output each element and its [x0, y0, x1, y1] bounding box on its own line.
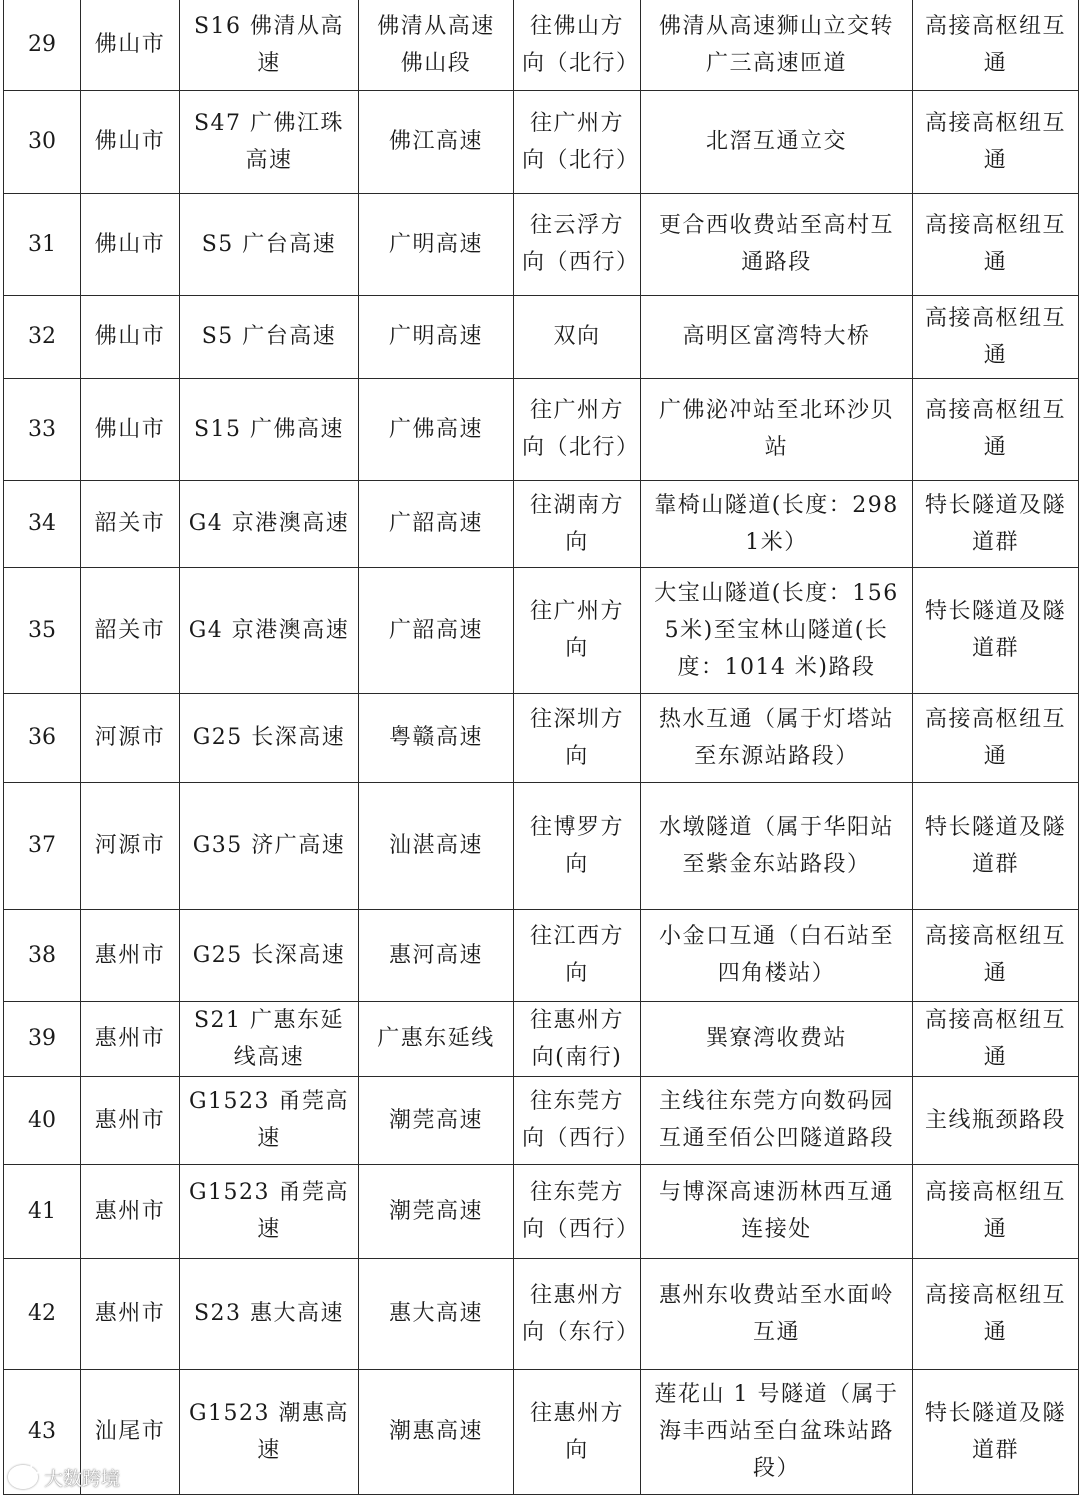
table-row — [4, 1001, 1079, 1076]
road-cell: G35 济广高速 — [180, 782, 359, 909]
section-cell: 佛清从高速佛山段 — [359, 0, 514, 90]
location-cell: 小金口互通（白石站至四角楼站） — [641, 909, 913, 1001]
row-number: 42 — [4, 1258, 81, 1369]
table-row — [4, 193, 1079, 295]
type-cell: 高接高枢纽互通 — [913, 909, 1079, 1001]
type-cell: 特长隧道及隧道群 — [913, 1369, 1079, 1494]
table-row — [4, 1076, 1079, 1164]
type-cell: 高接高枢纽互通 — [913, 90, 1079, 193]
location-cell: 主线往东莞方向数码园互通至佰公凹隧道路段 — [641, 1076, 913, 1164]
highway-table — [3, 0, 1079, 1495]
table-row — [4, 1258, 1079, 1369]
direction-cell: 往惠州方向(南行) — [514, 1001, 641, 1076]
section-cell: 潮莞高速 — [359, 1164, 514, 1258]
row-number: 39 — [4, 1001, 81, 1076]
direction-cell: 往惠州方向 — [514, 1369, 641, 1494]
city-cell: 惠州市 — [81, 909, 180, 1001]
section-cell: 潮莞高速 — [359, 1076, 514, 1164]
road-cell: G4 京港澳高速 — [180, 567, 359, 693]
location-cell: 与博深高速沥林西互通连接处 — [641, 1164, 913, 1258]
direction-cell: 往广州方向 — [514, 567, 641, 693]
section-cell: 广韶高速 — [359, 567, 514, 693]
direction-cell: 往博罗方向 — [514, 782, 641, 909]
location-cell: 更合西收费站至高村互通路段 — [641, 193, 913, 295]
direction-cell: 双向 — [514, 295, 641, 378]
section-cell: 潮惠高速 — [359, 1369, 514, 1494]
table-row — [4, 1369, 1079, 1494]
direction-cell: 往佛山方向（北行） — [514, 0, 641, 90]
type-cell: 高接高枢纽互通 — [913, 1164, 1079, 1258]
section-cell: 惠大高速 — [359, 1258, 514, 1369]
location-cell: 广佛泌冲站至北环沙贝站 — [641, 378, 913, 480]
road-cell: G1523 甬莞高速 — [180, 1164, 359, 1258]
section-cell: 广韶高速 — [359, 480, 514, 567]
road-cell: G1523 潮惠高速 — [180, 1369, 359, 1494]
direction-cell: 往湖南方向 — [514, 480, 641, 567]
weibo-logo-icon — [8, 1465, 38, 1489]
city-cell: 河源市 — [81, 693, 180, 782]
road-cell: S5 广台高速 — [180, 295, 359, 378]
table-row — [4, 0, 1079, 90]
row-number: 43 — [4, 1369, 81, 1494]
section-cell: 广明高速 — [359, 193, 514, 295]
row-number: 41 — [4, 1164, 81, 1258]
table-row — [4, 693, 1079, 782]
table-row — [4, 909, 1079, 1001]
section-cell: 广佛高速 — [359, 378, 514, 480]
table-row — [4, 1164, 1079, 1258]
city-cell: 惠州市 — [81, 1076, 180, 1164]
row-number: 38 — [4, 909, 81, 1001]
type-cell: 主线瓶颈路段 — [913, 1076, 1079, 1164]
road-cell: S23 惠大高速 — [180, 1258, 359, 1369]
road-cell: G4 京港澳高速 — [180, 480, 359, 567]
section-cell: 粤赣高速 — [359, 693, 514, 782]
section-cell: 惠河高速 — [359, 909, 514, 1001]
road-cell: S16 佛清从高速 — [180, 0, 359, 90]
section-cell: 佛江高速 — [359, 90, 514, 193]
type-cell: 高接高枢纽互通 — [913, 193, 1079, 295]
city-cell: 佛山市 — [81, 378, 180, 480]
type-cell: 高接高枢纽互通 — [913, 295, 1079, 378]
location-cell: 靠椅山隧道(长度：2981米） — [641, 480, 913, 567]
row-number: 32 — [4, 295, 81, 378]
row-number: 33 — [4, 378, 81, 480]
direction-cell: 往广州方向（北行） — [514, 378, 641, 480]
road-cell: S47 广佛江珠高速 — [180, 90, 359, 193]
road-cell: S5 广台高速 — [180, 193, 359, 295]
row-number: 37 — [4, 782, 81, 909]
direction-cell: 往广州方向（北行） — [514, 90, 641, 193]
city-cell: 河源市 — [81, 782, 180, 909]
type-cell: 高接高枢纽互通 — [913, 0, 1079, 90]
location-cell: 大宝山隧道(长度：1565米)至宝林山隧道(长度：1014 米)路段 — [641, 567, 913, 693]
type-cell: 特长隧道及隧道群 — [913, 782, 1079, 909]
city-cell: 佛山市 — [81, 295, 180, 378]
location-cell: 巽寮湾收费站 — [641, 1001, 913, 1076]
location-cell: 惠州东收费站至水面岭互通 — [641, 1258, 913, 1369]
type-cell: 特长隧道及隧道群 — [913, 480, 1079, 567]
type-cell: 高接高枢纽互通 — [913, 693, 1079, 782]
row-number: 30 — [4, 90, 81, 193]
city-cell: 汕尾市 — [81, 1369, 180, 1494]
city-cell: 佛山市 — [81, 0, 180, 90]
road-cell: G1523 甬莞高速 — [180, 1076, 359, 1164]
section-cell: 广明高速 — [359, 295, 514, 378]
city-cell: 佛山市 — [81, 90, 180, 193]
row-number: 40 — [4, 1076, 81, 1164]
location-cell: 高明区富湾特大桥 — [641, 295, 913, 378]
direction-cell: 往云浮方向（西行） — [514, 193, 641, 295]
section-cell: 广惠东延线 — [359, 1001, 514, 1076]
direction-cell: 往东莞方向（西行） — [514, 1076, 641, 1164]
city-cell: 惠州市 — [81, 1164, 180, 1258]
table-body — [4, 0, 1079, 1494]
city-cell: 惠州市 — [81, 1258, 180, 1369]
city-cell: 韶关市 — [81, 480, 180, 567]
direction-cell: 往江西方向 — [514, 909, 641, 1001]
type-cell: 特长隧道及隧道群 — [913, 567, 1079, 693]
location-cell: 莲花山 1 号隧道（属于海丰西站至白盆珠站路段） — [641, 1369, 913, 1494]
watermark — [8, 1462, 120, 1492]
location-cell: 北滘互通立交 — [641, 90, 913, 193]
table-row — [4, 295, 1079, 378]
row-number: 34 — [4, 480, 81, 567]
road-cell: S15 广佛高速 — [180, 378, 359, 480]
type-cell: 高接高枢纽互通 — [913, 1001, 1079, 1076]
section-cell: 汕湛高速 — [359, 782, 514, 909]
city-cell: 韶关市 — [81, 567, 180, 693]
road-cell: G25 长深高速 — [180, 909, 359, 1001]
table-row — [4, 782, 1079, 909]
direction-cell: 往深圳方向 — [514, 693, 641, 782]
row-number: 35 — [4, 567, 81, 693]
table-row — [4, 378, 1079, 480]
table-row — [4, 90, 1079, 193]
location-cell: 水墩隧道（属于华阳站至紫金东站路段） — [641, 782, 913, 909]
location-cell: 热水互通（属于灯塔站至东源站路段） — [641, 693, 913, 782]
road-cell: G25 长深高速 — [180, 693, 359, 782]
row-number: 29 — [4, 0, 81, 90]
type-cell: 高接高枢纽互通 — [913, 1258, 1079, 1369]
type-cell: 高接高枢纽互通 — [913, 378, 1079, 480]
row-number: 36 — [4, 693, 81, 782]
row-number: 31 — [4, 193, 81, 295]
direction-cell: 往惠州方向（东行） — [514, 1258, 641, 1369]
direction-cell: 往东莞方向（西行） — [514, 1164, 641, 1258]
road-cell: S21 广惠东延线高速 — [180, 1001, 359, 1076]
table-row — [4, 567, 1079, 693]
table-row — [4, 480, 1079, 567]
watermark-text: 大数跨境 — [44, 1467, 121, 1490]
location-cell: 佛清从高速狮山立交转广三高速匝道 — [641, 0, 913, 90]
city-cell: 惠州市 — [81, 1001, 180, 1076]
city-cell: 佛山市 — [81, 193, 180, 295]
